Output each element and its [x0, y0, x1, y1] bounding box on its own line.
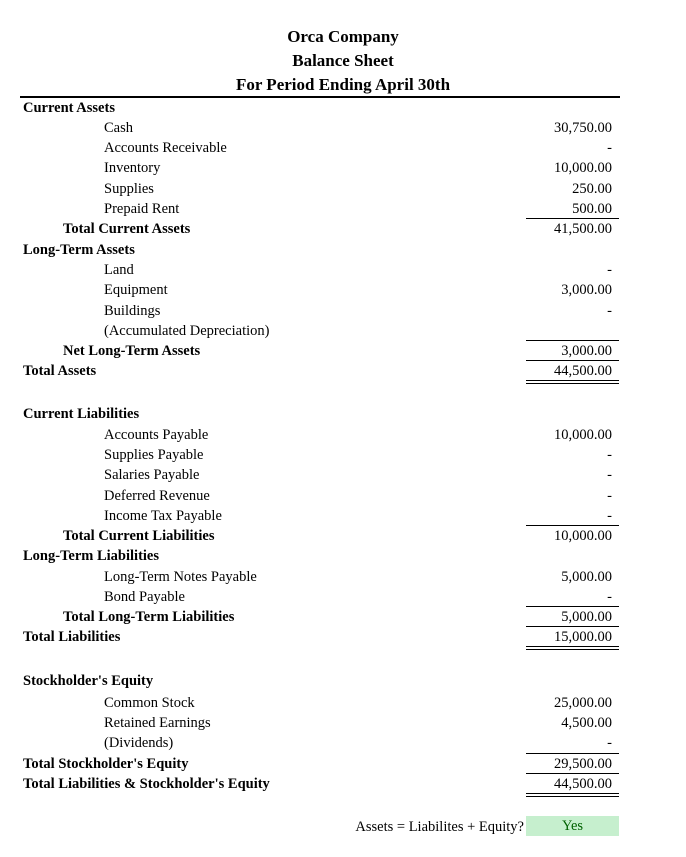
total-long-term-liabilities-row: [20, 607, 620, 627]
long-term-liabilities-heading-row: [20, 546, 620, 566]
total-liabilities-row: [20, 627, 620, 647]
total-assets-value: 44,500.00: [554, 363, 612, 379]
statement-title: Balance Sheet: [292, 51, 394, 70]
equity-label: Common Stock: [104, 695, 195, 711]
total-current-liabilities-label: Total Current Liabilities: [63, 528, 215, 544]
total-double-underline: [526, 646, 619, 650]
asset-row-inventory: [20, 158, 620, 178]
asset-label: Cash: [104, 120, 133, 136]
liability-value: -: [607, 589, 612, 605]
asset-value: 30,750.00: [554, 120, 612, 136]
current-liabilities-heading: Current Liabilities: [23, 406, 140, 422]
asset-value: -: [607, 140, 612, 156]
liability-value: -: [607, 488, 612, 504]
net-long-term-assets-label: Net Long-Term Assets: [63, 343, 201, 359]
total-liabilities-label: Total Liabilities: [23, 629, 121, 645]
balance-check-label: Assets = Liabilites + Equity?: [355, 819, 524, 835]
current-assets-heading: Current Assets: [23, 100, 115, 116]
liability-row-bond-payable: [20, 587, 620, 607]
total-equity-value: 29,500.00: [554, 756, 612, 772]
liability-value: 10,000.00: [554, 427, 612, 443]
asset-row-prepaid-rent: [20, 199, 620, 219]
liability-row-deferred-revenue: [20, 486, 620, 506]
liability-label: Accounts Payable: [104, 427, 209, 443]
current-liabilities-heading-row: [20, 404, 620, 424]
total-current-assets-value: 41,500.00: [554, 221, 612, 237]
long-term-assets-heading-row: [20, 240, 620, 260]
current-assets-heading-row: [20, 98, 620, 118]
total-liabilities-equity-value: 44,500.00: [554, 776, 612, 792]
asset-label: Prepaid Rent: [104, 201, 180, 217]
asset-label: Land: [104, 262, 134, 278]
asset-row-accounts-receivable: [20, 138, 620, 158]
asset-value: 250.00: [572, 181, 612, 197]
asset-value: 3,000.00: [561, 282, 612, 298]
equity-value: 4,500.00: [561, 715, 612, 731]
asset-label: Inventory: [104, 160, 161, 176]
equity-label: (Dividends): [104, 735, 174, 751]
liability-label: Salaries Payable: [104, 467, 200, 483]
total-double-underline: [526, 793, 619, 797]
liability-row-long-term-notes: [20, 567, 620, 587]
equity-row-retained-earnings: [20, 713, 620, 733]
net-long-term-assets-value: 3,000.00: [561, 343, 612, 359]
equity-value: 25,000.00: [554, 695, 612, 711]
asset-row-land: [20, 260, 620, 280]
total-current-liabilities-row: [20, 526, 620, 546]
liability-value: 5,000.00: [561, 569, 612, 585]
liability-label: Income Tax Payable: [104, 508, 222, 524]
asset-label: Accounts Receivable: [104, 140, 227, 156]
long-term-assets-heading: Long-Term Assets: [23, 242, 135, 258]
total-current-assets-label: Total Current Assets: [63, 221, 191, 237]
equity-heading: Stockholder's Equity: [23, 673, 154, 689]
asset-label: Equipment: [104, 282, 168, 298]
long-term-liabilities-heading: Long-Term Liabilities: [23, 548, 160, 564]
total-long-term-liabilities-value: 5,000.00: [561, 609, 612, 625]
equity-label: Retained Earnings: [104, 715, 211, 731]
total-assets-label: Total Assets: [23, 363, 97, 379]
total-long-term-liabilities-label: Total Long-Term Liabilities: [63, 609, 235, 625]
asset-value: -: [607, 303, 612, 319]
liability-label: Long-Term Notes Payable: [104, 569, 257, 585]
liability-value: -: [607, 447, 612, 463]
equity-heading-row: [20, 671, 620, 691]
asset-row-buildings: [20, 301, 620, 321]
total-liabilities-value: 15,000.00: [554, 629, 612, 645]
asset-row-supplies: [20, 179, 620, 199]
asset-label: Buildings: [104, 303, 161, 319]
asset-row-cash: [20, 118, 620, 138]
liability-row-salaries-payable: [20, 465, 620, 485]
asset-row-accumulated-depreciation: [20, 321, 620, 341]
company-name: Orca Company: [287, 27, 399, 46]
total-liabilities-equity-label: Total Liabilities & Stockholder's Equity: [23, 776, 270, 792]
liability-label: Bond Payable: [104, 589, 185, 605]
asset-row-equipment: [20, 280, 620, 300]
liability-row-supplies-payable: [20, 445, 620, 465]
equity-row-common-stock: [20, 693, 620, 713]
liability-value: -: [607, 508, 612, 524]
total-current-liabilities-value: 10,000.00: [554, 528, 612, 544]
asset-label: (Accumulated Depreciation): [104, 323, 270, 339]
liability-label: Deferred Revenue: [104, 488, 210, 504]
liability-row-accounts-payable: [20, 425, 620, 445]
liability-row-income-tax-payable: [20, 506, 620, 526]
total-liabilities-equity-row: [20, 774, 620, 794]
total-equity-label: Total Stockholder's Equity: [23, 756, 189, 772]
period-title: For Period Ending April 30th: [235, 75, 451, 94]
total-current-assets-row: [20, 219, 620, 239]
liability-label: Supplies Payable: [104, 447, 204, 463]
total-equity-row: [20, 754, 620, 774]
asset-value: 10,000.00: [554, 160, 612, 176]
net-long-term-assets-row: [20, 341, 620, 361]
asset-label: Supplies: [104, 181, 154, 197]
equity-row-dividends: [20, 733, 620, 753]
total-assets-row: [20, 361, 620, 381]
asset-value: 500.00: [572, 201, 612, 217]
total-double-underline: [526, 380, 619, 384]
balance-check-value: Yes: [526, 816, 619, 836]
asset-value: -: [607, 262, 612, 278]
equity-value: -: [607, 735, 612, 751]
liability-value: -: [607, 467, 612, 483]
